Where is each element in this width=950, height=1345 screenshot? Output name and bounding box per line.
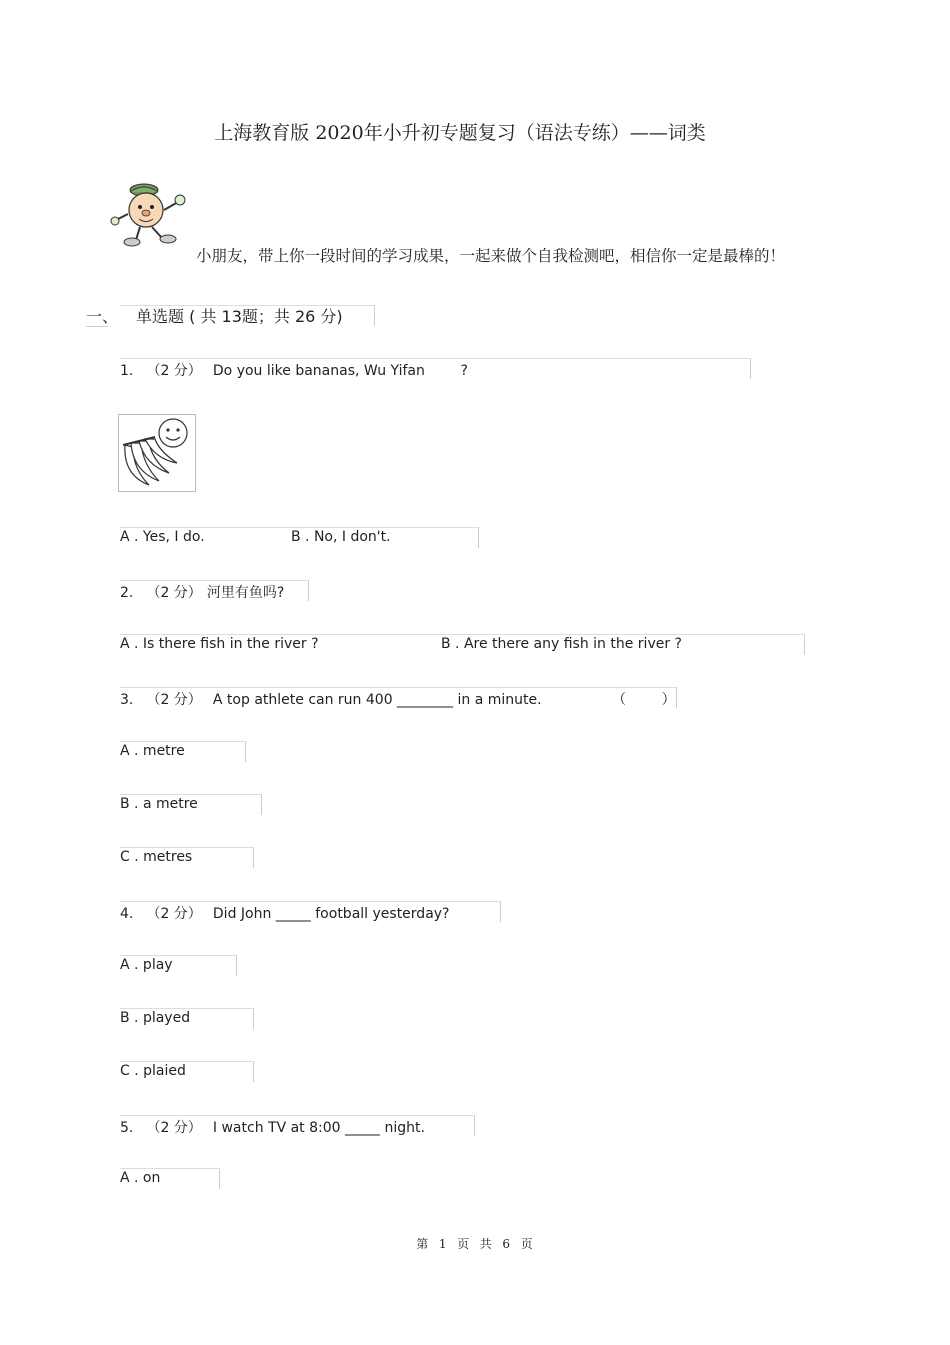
question-1 [120,360,468,380]
question-4-score: （2 分） [146,906,202,922]
question-4-number: 4. [120,906,134,922]
question-5-score: （2 分） [146,1120,202,1136]
section-title: 单选题 ( 共 13题；共 26 分) [136,307,343,326]
section-box [120,305,375,326]
question-1-option-b[interactable]: B . No, I don't. [291,529,391,545]
question-4-option-b[interactable]: B . played [120,1010,191,1026]
mascot-illustration [110,180,188,250]
question-4-option-c[interactable]: C . plaied [120,1063,186,1079]
question-5-number: 5. [120,1120,134,1136]
question-5-option-a[interactable]: A . on [120,1170,161,1186]
question-5 [120,1117,425,1137]
banana-smiley-image [118,414,196,492]
question-4-option-a[interactable]: A . play [120,957,173,973]
question-3-text: A top athlete can run 400 ________ in a minute. [212,692,542,708]
question-4-text: Did John _____ football yesterday? [212,906,450,922]
question-3-option-b[interactable]: B . a metre [120,796,198,812]
question-2-text: 河里有鱼吗? [206,585,285,601]
question-2 [120,582,284,602]
page-footer: 第 1 页 共 6 页 [416,1237,534,1251]
question-2-option-a[interactable]: A . Is there fish in the river ? [120,636,319,652]
question-3-option-c[interactable]: C . metres [120,849,193,865]
question-2-option-b[interactable]: B . Are there any fish in the river ? [441,636,682,652]
question-3-option-a[interactable]: A . metre [120,743,185,759]
question-1-text: Do you like bananas, Wu Yifan ? [212,363,468,379]
question-5-text: I watch TV at 8:00 _____ night. [212,1120,425,1136]
page-title: 上海教育版 2020年小升初专题复习（语法专练）——词类 [214,122,706,144]
question-3-score: （2 分） [146,692,202,708]
question-3-number: 3. [120,692,134,708]
question-2-number: 2. [120,585,134,601]
section-number: 一、 [86,307,119,326]
question-2-score: （2 分） [146,585,202,601]
question-3 [120,689,542,709]
question-1-option-a[interactable]: A . Yes, I do. [120,529,205,545]
question-3-answer-blank: （ ） [612,692,676,708]
question-4 [120,903,449,923]
section-underline [86,326,108,327]
question-1-score: （2 分） [146,363,202,379]
question-1-number: 1. [120,363,134,379]
intro-text: 小朋友，带上你一段时间的学习成果，一起来做个自我检测吧，相信你一定是最棒的！ [196,247,786,265]
